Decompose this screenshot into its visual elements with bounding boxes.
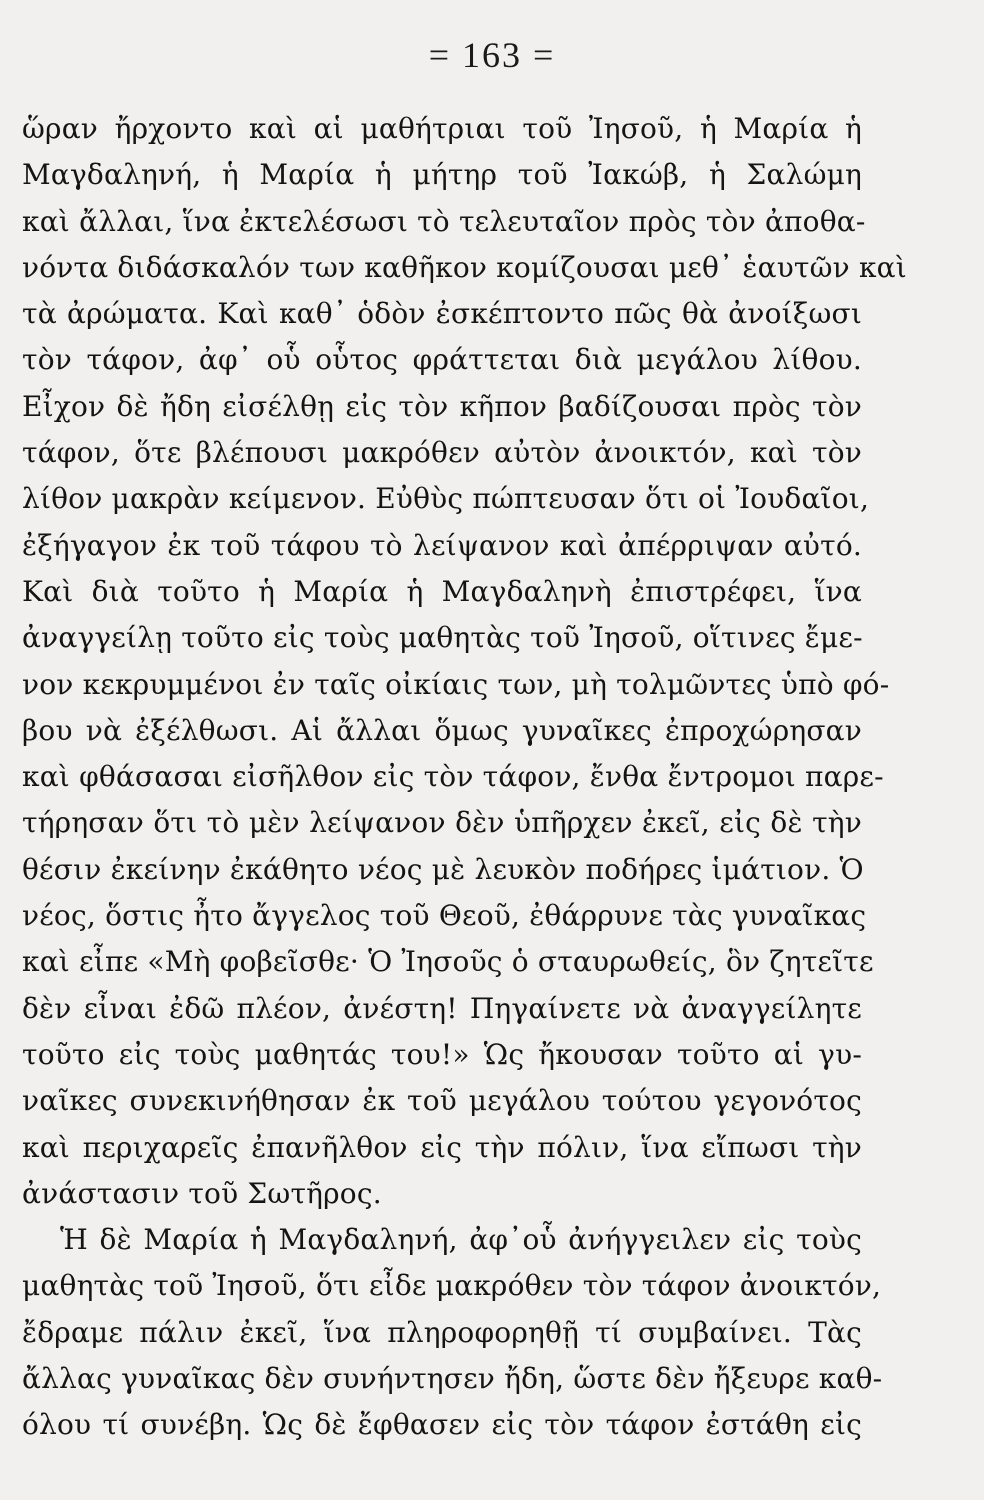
text-line: Μαγδαληνή, ἡ Μαρία ἡ μήτηρ τοῦ Ἰακώβ, ἡ Σαλώμη xyxy=(22,158,862,192)
text-line: νον κεκρυμμένοι ἐν ταῖς οἰκίαις των, μὴ τολμῶντες ὑπὸ φό- xyxy=(22,667,890,701)
text-line: ἀναγγείλῃ τοῦτο εἰς τοὺς μαθητὰς τοῦ Ἰησοῦ, οἵτινες ἔμε- xyxy=(22,621,863,655)
text-line: καὶ φθάσασαι εἰσῆλθον εἰς τὸν τάφον, ἔνθα ἔντρομοι παρε- xyxy=(22,760,884,794)
text-line: λίθον μακρὰν κείμενον. Εὐθὺς πώπτευσαν ὅτι οἱ Ἰουδαῖοι, xyxy=(22,482,870,516)
text-line: τοῦτο εἰς τοὺς μαθητάς του!» Ὡς ἤκουσαν τοῦτο αἱ γυ- xyxy=(22,1037,862,1071)
text-line: ἔδραμε πάλιν ἐκεῖ, ἵνα πληροφορηθῇ τί συμβαίνει. Τὰς xyxy=(22,1315,862,1349)
text-line: Καὶ διὰ τοῦτο ἡ Μαρία ἡ Μαγδαληνὴ ἐπιστρέφει, ἵνα xyxy=(22,574,862,608)
text-line: καὶ εἶπε «Μὴ φοβεῖσθε· Ὁ Ἰησοῦς ὁ σταυρωθείς, ὃν ζητεῖτε xyxy=(22,945,874,979)
text-line: ναῖκες συνεκινήθησαν ἐκ τοῦ μεγάλου τούτου γεγονότος xyxy=(22,1084,862,1118)
text-line: δὲν εἶναι ἐδῶ πλέον, ἀνέστη! Πηγαίνετε νὰ ἀναγγείλητε xyxy=(22,991,862,1025)
page-number: = 163 = xyxy=(428,35,556,75)
text-line: Εἶχον δὲ ἤδη εἰσέλθῃ εἰς τὸν κῆπον βαδίζουσαι πρὸς τὸν xyxy=(22,389,862,423)
text-line: τάφον, ὅτε βλέπουσι μακρόθεν αὐτὸν ἀνοικτόν, καὶ τὸν xyxy=(22,436,862,470)
text-line: θέσιν ἐκείνην ἐκάθητο νέος μὲ λευκὸν ποδήρες ἱμάτιον. Ὁ xyxy=(22,852,864,886)
text-line: ὥραν ἤρχοντο καὶ αἱ μαθήτριαι τοῦ Ἰησοῦ, ἡ Μαρία ἡ xyxy=(22,112,862,145)
text-line: ἄλλας γυναῖκας δὲν συνήντησεν ἤδη, ὥστε δὲν ἤξευρε καθ- xyxy=(22,1362,883,1396)
text-line-paragraph-end: ἀνάστασιν τοῦ Σωτῆρος. xyxy=(22,1176,382,1210)
text-line: όλου τί συνέβη. Ὡς δὲ ἔφθασεν εἰς τὸν τάφον ἐστάθη εἰς xyxy=(22,1408,862,1442)
text-line: τήρησαν ὅτι τὸ μὲν λείψανον δὲν ὑπῆρχεν ἐκεῖ, εἰς δὲ τὴν xyxy=(22,806,862,840)
body-text xyxy=(22,106,907,1449)
text-line: νέος, ὅστις ἦτο ἄγγελος τοῦ Θεοῦ, ἐθάρρυνε τὰς γυναῖκας xyxy=(22,899,867,933)
text-line: τὸν τάφον, ἀφ᾽ οὗ οὗτος φράττεται διὰ μεγάλου λίθου. xyxy=(22,343,862,377)
text-line: νόντα διδάσκαλόν των καθῆκον κομίζουσαι μεθ᾽ ἑαυτῶν καὶ xyxy=(22,250,907,284)
text-line: μαθητὰς τοῦ Ἰησοῦ, ὅτι εἶδε μακρόθεν τὸν τάφον ἀνοικτόν, xyxy=(22,1269,882,1303)
text-line: τὰ ἀρώματα. Καὶ καθ᾽ ὁδὸν ἐσκέπτοντο πῶς θὰ ἀνοίξωσι xyxy=(22,297,862,331)
text-line-paragraph-start: Ἡ δὲ Μαρία ἡ Μαγδαληνή, ἀφ᾽οὗ ἀνήγγειλεν εἰς τοὺς xyxy=(60,1223,862,1257)
text-line: βου νὰ ἐξέλθωσι. Αἱ ἄλλαι ὅμως γυναῖκες ἐπροχώρησαν xyxy=(22,713,862,747)
text-line: ἐξήγαγον ἐκ τοῦ τάφου τὸ λείψανον καὶ ἀπέρριψαν αὐτό. xyxy=(22,528,862,562)
text-line: καὶ ἄλλαι, ἵνα ἐκτελέσωσι τὸ τελευταῖον πρὸς τὸν ἀποθα- xyxy=(22,204,866,238)
text-line: καὶ περιχαρεῖς ἐπανῆλθον εἰς τὴν πόλιν, ἵνα εἴπωσι τὴν xyxy=(22,1130,862,1164)
